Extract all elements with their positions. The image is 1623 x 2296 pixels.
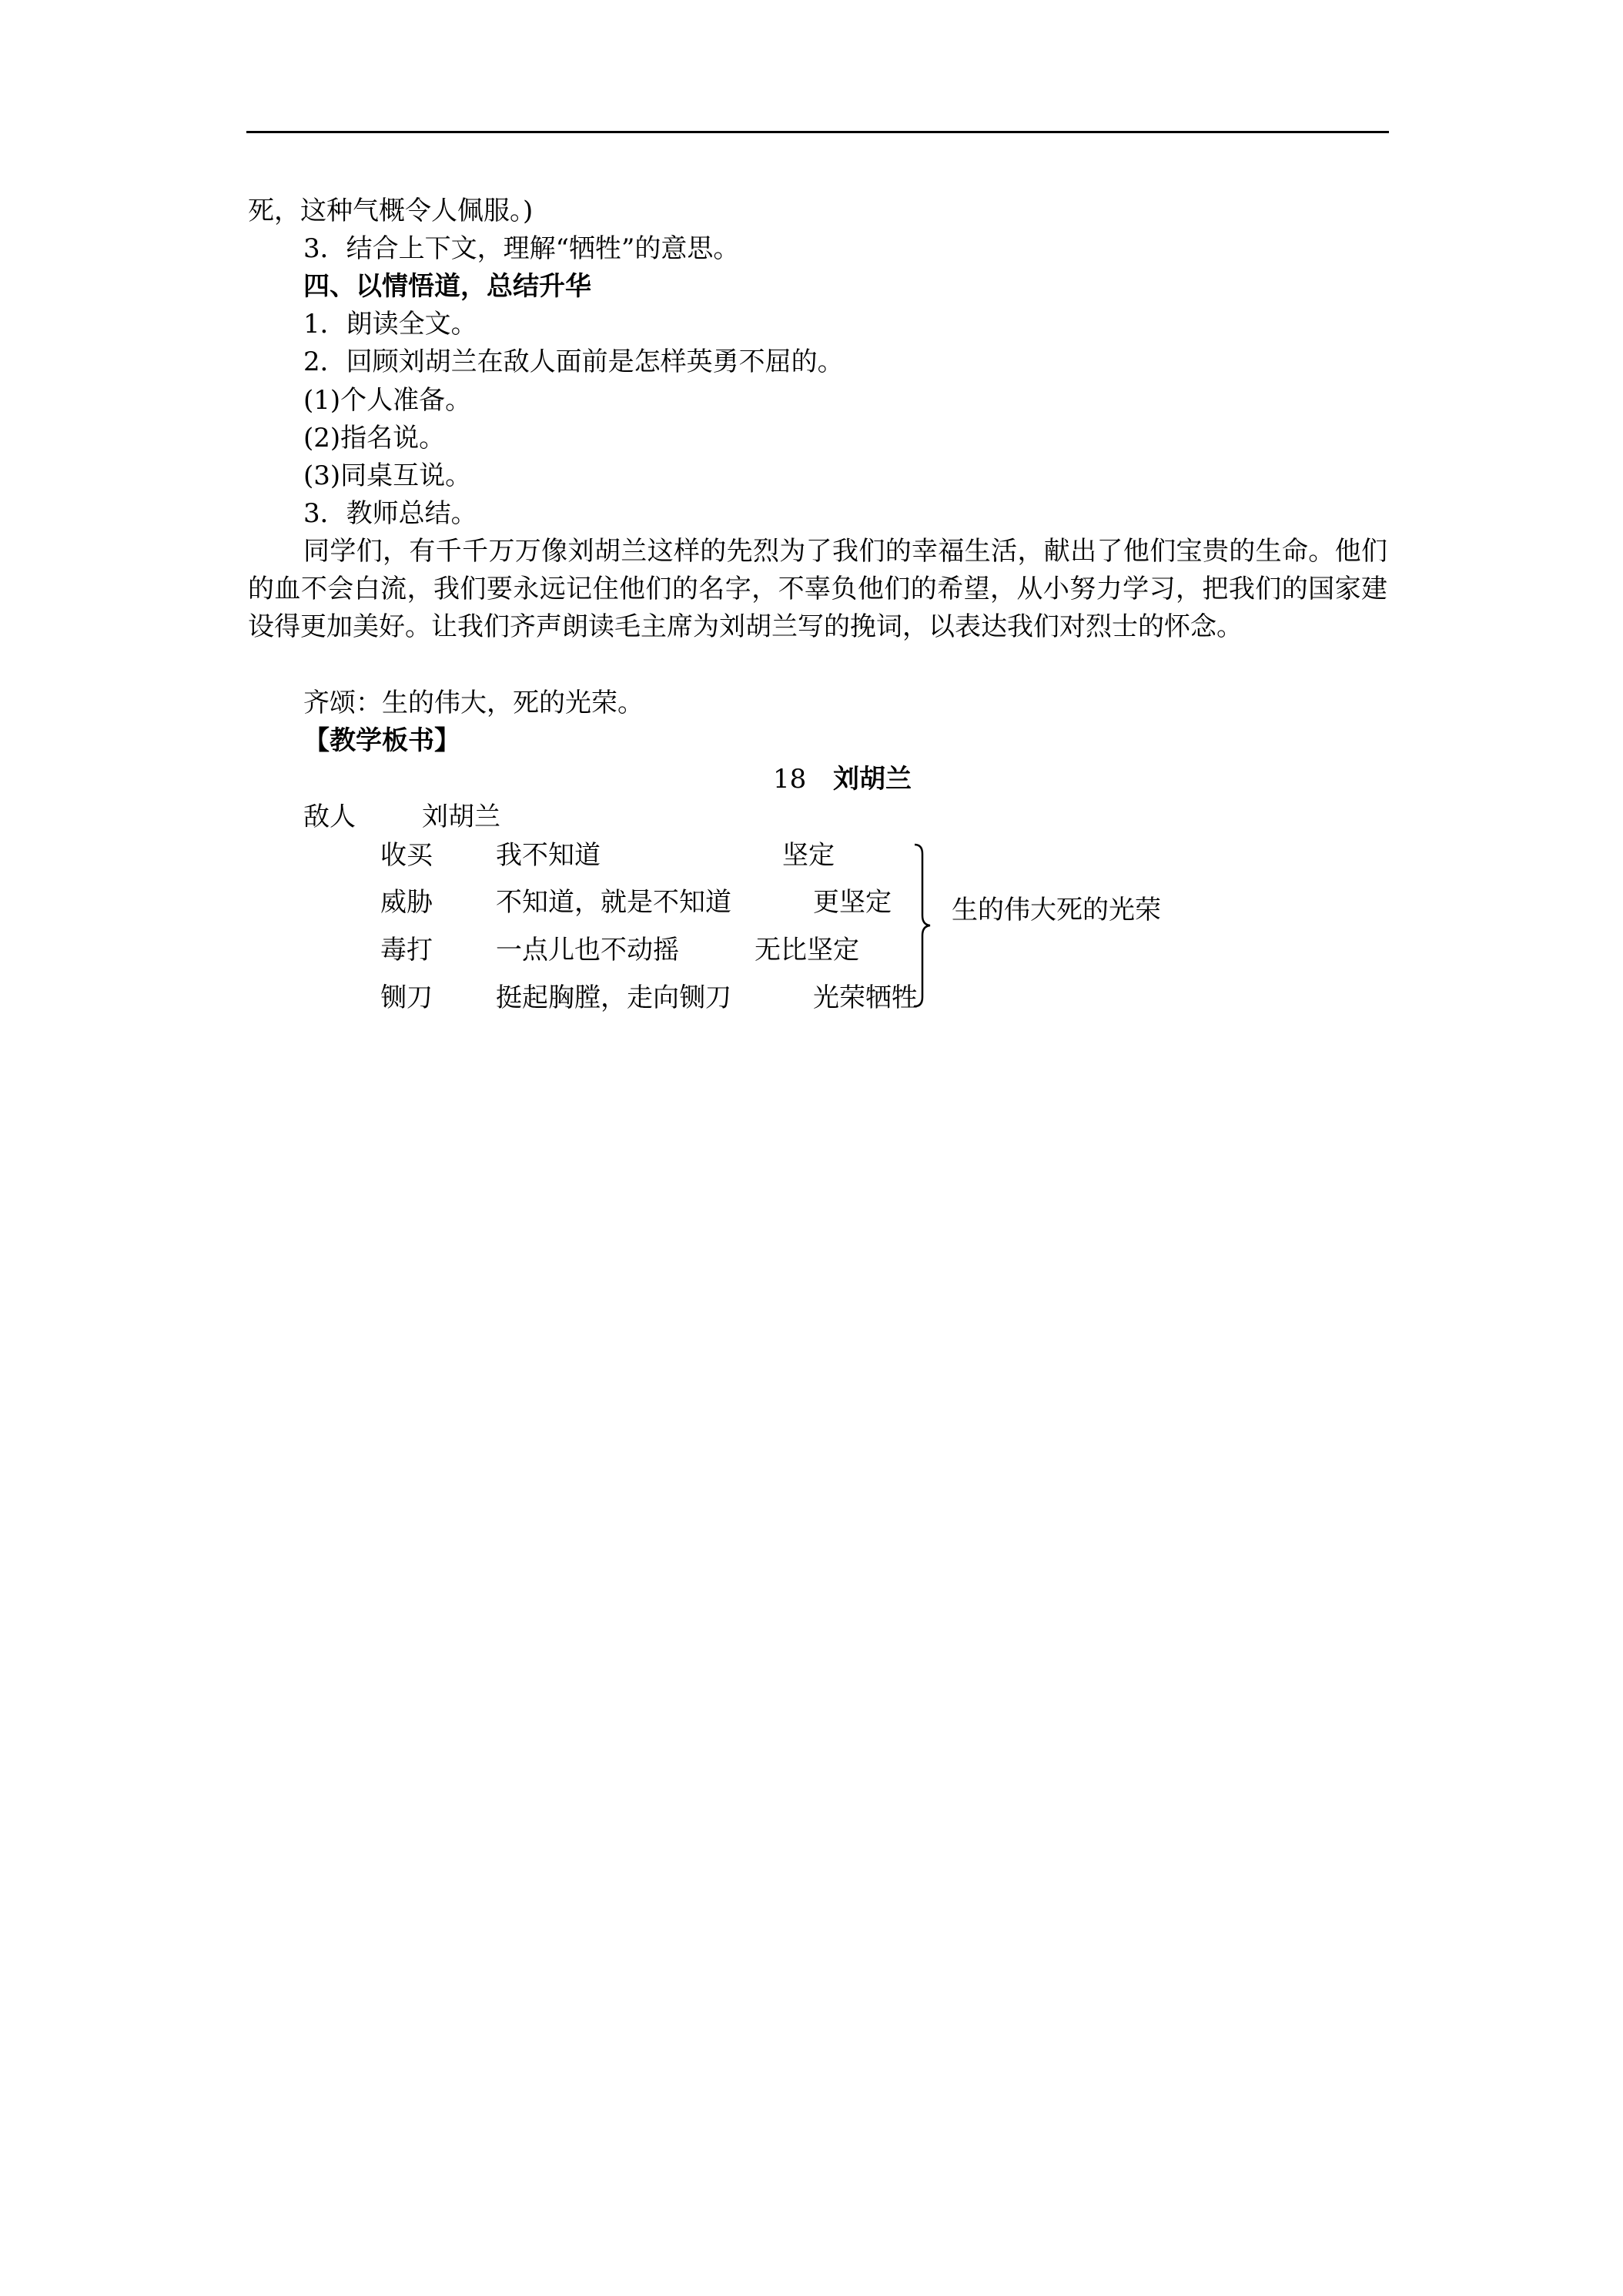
board-action: 收买	[380, 840, 433, 871]
board-action: 铡刀	[380, 982, 433, 1013]
board-col-enemy: 敌人	[303, 802, 356, 832]
board-response: 挺起胸膛，走向铡刀	[496, 982, 731, 1013]
board-response: 不知道，就是不知道	[496, 887, 731, 918]
text-line: 死，这种气概令人佩服。)	[248, 196, 534, 226]
board-title-number: 18	[773, 764, 807, 795]
board-heading: 【教学板书】	[303, 725, 460, 756]
header-rule	[246, 131, 1389, 133]
step-2-sub-3: (3)同桌互说。	[303, 460, 472, 491]
chant-line: 齐颂：生的伟大，死的光荣。	[303, 688, 644, 718]
board-title: 刘胡兰	[833, 764, 912, 795]
board-response: 我不知道	[496, 840, 601, 871]
step-1: 1．朗读全文。	[303, 309, 477, 340]
section-heading-4: 四、以情悟道，总结升华	[303, 271, 591, 302]
board-response: 一点儿也不动摇	[496, 935, 679, 966]
summary-paragraph: 同学们，有千千万万像刘胡兰这样的先烈为了我们的幸福生活，献出了他们宝贵的生命。他们的血不会白流，我们要永远记住他们的名字，不辜负他们的希望，从小努力学习，把我们的国家建设得更加美好。让我们齐声朗读毛主席为刘胡兰写的挽词，以表达我们对烈士的怀念。	[248, 536, 1387, 642]
step-2-sub-1: (1)个人准备。	[303, 385, 472, 416]
board-action: 威胁	[380, 887, 433, 918]
board-quality: 更坚定	[813, 887, 892, 918]
board-summary: 生的伟大死的光荣	[952, 895, 1161, 925]
board-quality: 坚定	[782, 840, 835, 871]
board-action: 毒打	[380, 935, 433, 966]
step-2-sub-2: (2)指名说。	[303, 423, 446, 454]
board-quality: 光荣牺牲	[813, 982, 918, 1013]
step-3: 3．教师总结。	[303, 498, 477, 529]
board-quality: 无比坚定	[755, 935, 859, 966]
step-2: 2．回顾刘胡兰在敌人面前是怎样英勇不屈的。	[303, 346, 844, 377]
question-3: 3．结合上下文，理解“牺牲”的意思。	[303, 233, 740, 264]
board-col-hero: 刘胡兰	[422, 802, 500, 832]
right-brace-icon	[913, 843, 932, 1008]
